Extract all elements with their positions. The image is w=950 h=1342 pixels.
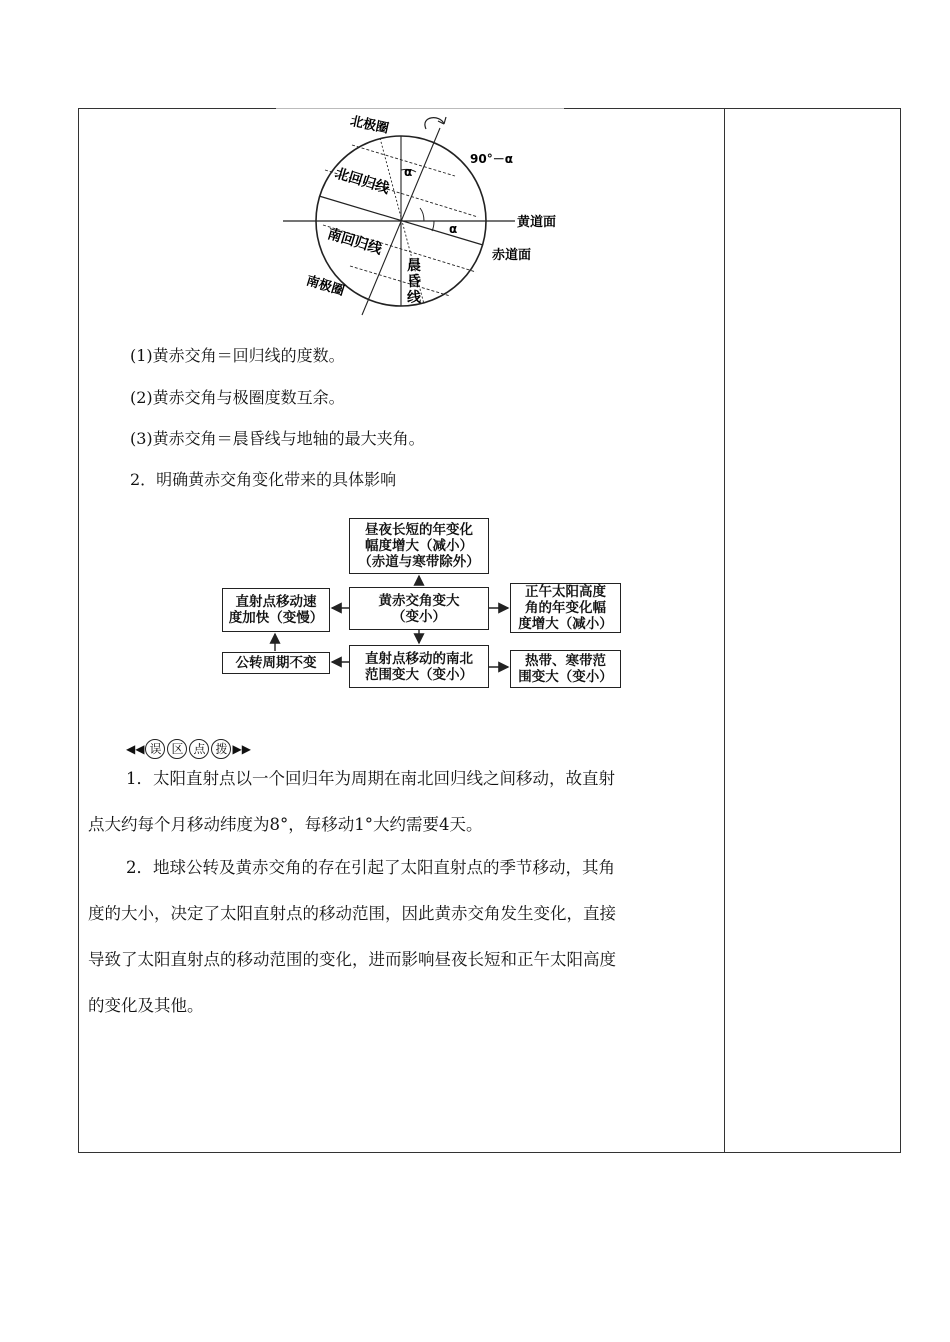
note-1-line-1: 1．太阳直射点以一个回归年为周期在南北回归线之间移动，故直射	[126, 769, 615, 788]
label-tropic-north: 北回归线	[332, 165, 392, 198]
label-terminator-3: 线	[407, 290, 421, 306]
double-right-arrow-icon: ▶▶	[232, 742, 251, 756]
point-3: (3)黄赤交角＝晨昏线与地轴的最大夹角。	[130, 429, 425, 448]
flow-bottom-box: 直射点移动的南北 范围变大（变小）	[349, 645, 489, 688]
double-left-arrow-icon: ◀◀	[126, 742, 145, 756]
flow-center-box: 黄赤交角变大 （变小）	[349, 587, 489, 630]
note-2-line-4: 的变化及其他。	[88, 996, 204, 1015]
tag-char-2: 区	[167, 739, 187, 759]
flow-top-box: 昼夜长短的年变化 幅度增大（减小） （赤道与寒带除外）	[349, 518, 489, 574]
label-alpha-2: α	[449, 222, 458, 236]
flow-right-top-box: 正午太阳高度 角的年变化幅 度增大（减小）	[510, 583, 621, 633]
section-2-heading-text: 2．明确黄赤交角变化带来的具体影响	[130, 470, 397, 489]
note-2-line-2: 度的大小，决定了太阳直射点的移动范围，因此黄赤交角发生变化，直接	[88, 904, 616, 923]
note-1	[88, 756, 714, 848]
label-alpha-1: α	[404, 165, 413, 179]
label-ecliptic: 黄道面	[517, 215, 557, 230]
note-1-line-2: 点大约每个月移动纬度为8°，每移动1°大约需要4天。	[88, 815, 483, 834]
label-terminator-2: 昏	[407, 274, 421, 290]
label-equator: 赤道面	[492, 248, 532, 263]
label-terminator-1: 晨	[407, 258, 421, 274]
note-2-line-3: 导致了太阳直射点的移动范围的变化，进而影响昼夜长短和正午太阳高度	[88, 950, 616, 969]
section-2-heading	[130, 470, 396, 490]
obliquity-diagram	[0, 100, 950, 430]
flow-right-bottom-box: 热带、寒带范 围变大（变小）	[510, 650, 621, 688]
rotation-arrow-icon	[425, 118, 444, 129]
point-1: (1)黄赤交角＝回归线的度数。	[130, 346, 345, 365]
point-2: (2)黄赤交角与极圈度数互余。	[130, 388, 345, 407]
label-tropic-south: 南回归线	[325, 226, 384, 258]
label-angle-top: 90°－α	[470, 152, 513, 166]
flow-left-bottom-box: 公转周期不变	[222, 652, 330, 674]
tag-char-3: 点	[189, 739, 209, 759]
label-antarctic: 南极圈	[304, 273, 347, 300]
flow-left-top-box: 直射点移动速 度加快（变慢）	[222, 588, 330, 632]
antarctic-line	[350, 266, 450, 296]
note-2-line-1: 2．地球公转及黄赤交角的存在引起了太阳直射点的季节移动，其角	[126, 858, 615, 877]
tag-char-4: 拨	[211, 739, 231, 759]
angle-arc-right	[420, 208, 424, 221]
label-arctic: 北极圈	[348, 113, 391, 137]
tag-char-1: 误	[145, 739, 165, 759]
note-2	[88, 845, 714, 1029]
